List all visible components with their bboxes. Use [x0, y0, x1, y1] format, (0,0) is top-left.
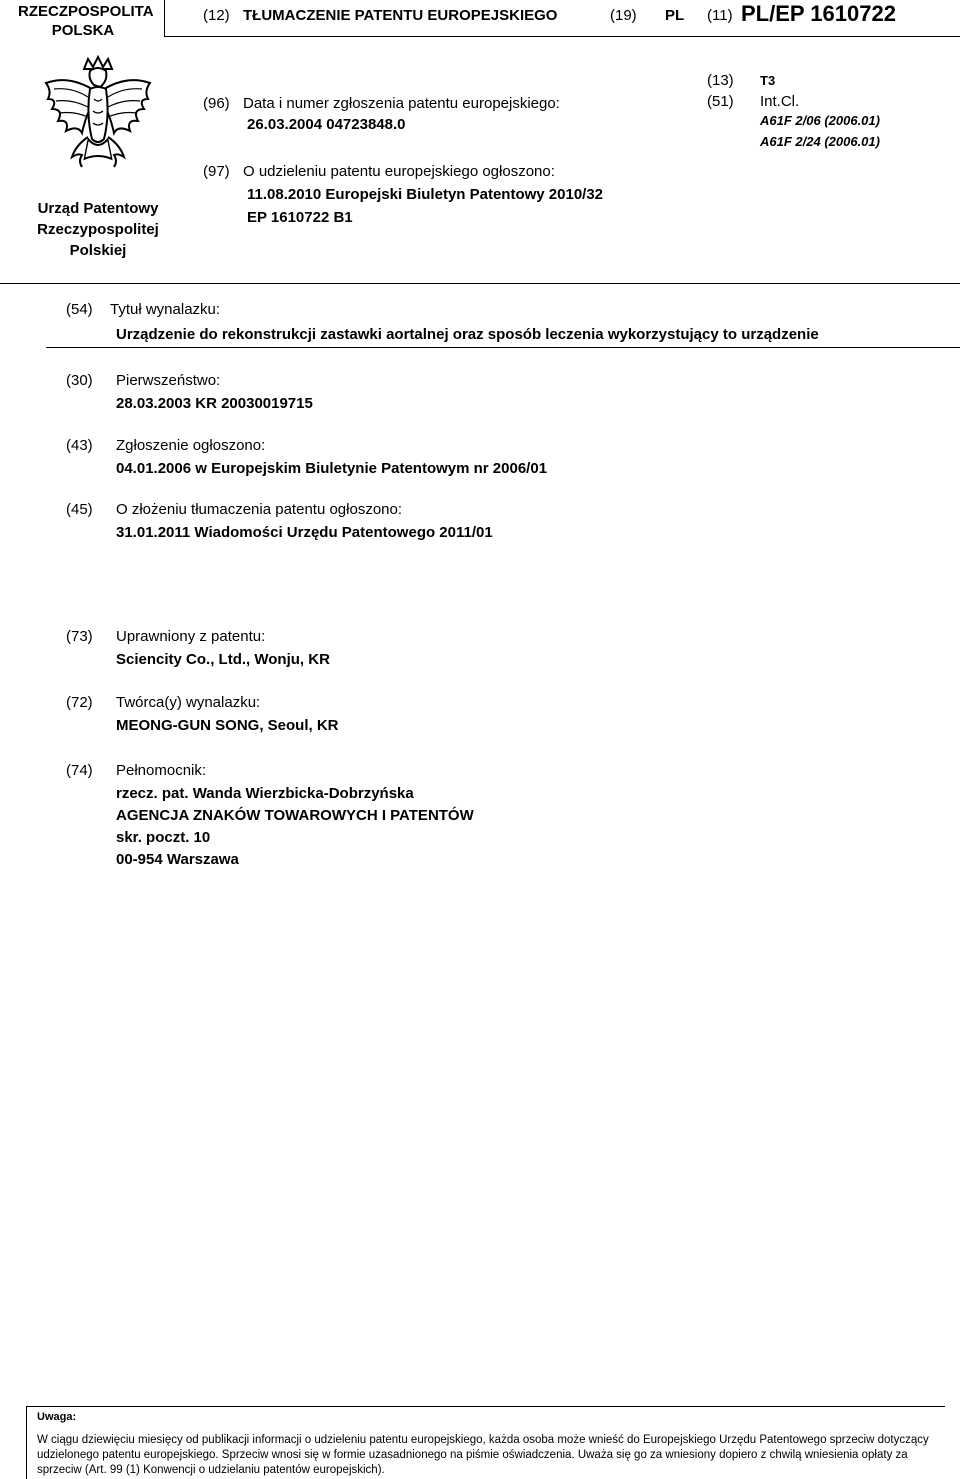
int-cl-class-1: A61F 2/06 (2006.01) — [760, 113, 880, 128]
code-30: (30) — [66, 372, 93, 389]
invention-title: Urządzenie do rekonstrukcji zastawki aortalnej oraz sposób leczenia wykorzystujący to urządzenie — [116, 326, 819, 343]
code-73: (73) — [66, 628, 93, 645]
document-type: TŁUMACZENIE PATENTU EUROPEJSKIEGO — [243, 7, 558, 24]
attorney-line-1: rzecz. pat. Wanda Wierzbicka-Dobrzyńska — [116, 785, 414, 802]
eagle-emblem-icon — [38, 55, 158, 185]
kind-code: T3 — [760, 73, 776, 88]
inventor-label: Twórca(y) wynalazku: — [116, 694, 261, 711]
field-96-value: 26.03.2004 04723848.0 — [247, 116, 406, 133]
country-line-1: RZECZPOSPOLITA — [18, 3, 154, 20]
country-name — [18, 2, 154, 40]
code-97: (97) — [203, 163, 230, 180]
code-19: (19) — [610, 7, 637, 24]
translation-published-value: 31.01.2011 Wiadomości Urzędu Patentowego 2011/01 — [116, 524, 493, 541]
notice-title: Uwaga: — [37, 1411, 77, 1423]
code-74: (74) — [66, 762, 93, 779]
office-line-3: Polskiej — [69, 242, 127, 259]
application-published-value: 04.01.2006 w Europejskim Biuletynie Patentowym nr 2006/01 — [116, 460, 548, 477]
attorney-line-4: 00-954 Warszawa — [116, 851, 239, 868]
country-code: PL — [665, 7, 685, 24]
code-45: (45) — [66, 501, 93, 518]
priority-value: 28.03.2003 KR 20030019715 — [116, 395, 313, 412]
notice-rule-top — [26, 1406, 945, 1407]
office-line-1: Urząd Patentowy — [37, 200, 159, 217]
header-rule — [164, 36, 960, 37]
notice-text: W ciągu dziewięciu miesięcy od publikacji informacji o udzieleniu patentu europejskiego, każda osoba może wnieść do Europejskiego Urzędu Patentowego sprzeciw dotyczący udzielonego patentu europejskiego. Sprzeciw wnosi się w formie uzasadnionego na piśmie oświadczenia. Uważa się go za wniesiony dopiero z chwilą wniesienia opłaty za sprzeciw (Art. 99 (1) Konwencji o udzielaniu patentów europejskich). — [37, 1434, 929, 1476]
code-54: (54) — [66, 301, 93, 318]
code-12: (12) — [203, 7, 230, 24]
field-97-label: O udzieleniu patentu europejskiego ogłoszono: — [243, 163, 555, 180]
int-cl-class-2: A61F 2/24 (2006.01) — [760, 134, 880, 149]
header-divider — [164, 0, 165, 36]
divider-title — [46, 347, 960, 348]
code-11: (11) — [707, 7, 733, 24]
translation-published-label: O złożeniu tłumaczenia patentu ogłoszono: — [116, 501, 403, 518]
code-72: (72) — [66, 694, 93, 711]
code-96: (96) — [203, 95, 230, 112]
divider-top — [0, 283, 960, 284]
code-51: (51) — [707, 93, 734, 110]
field-97-value-1: 11.08.2010 Europejski Biuletyn Patentowy 2010/32 — [247, 186, 604, 203]
patent-number: PL/EP 1610722 — [741, 1, 896, 26]
proprietor-value: Sciencity Co., Ltd., Wonju, KR — [116, 651, 330, 668]
application-published-label: Zgłoszenie ogłoszono: — [116, 437, 266, 454]
proprietor-label: Uprawniony z patentu: — [116, 628, 266, 645]
field-96-label: Data i numer zgłoszenia patentu europejskiego: — [243, 95, 560, 112]
office-line-2: Rzeczypospolitej — [37, 221, 159, 238]
attorney-line-3: skr. poczt. 10 — [116, 829, 211, 846]
office-name — [18, 198, 178, 261]
attorney-line-2: AGENCJA ZNAKÓW TOWAROWYCH I PATENTÓW — [116, 807, 474, 824]
code-43: (43) — [66, 437, 93, 454]
code-13: (13) — [707, 72, 734, 89]
inventor-value: MEONG-GUN SONG, Seoul, KR — [116, 717, 339, 734]
attorney-label: Pełnomocnik: — [116, 762, 207, 779]
priority-label: Pierwszeństwo: — [116, 372, 221, 389]
int-cl-label: Int.Cl. — [760, 93, 800, 110]
title-label: Tytuł wynalazku: — [110, 301, 221, 318]
notice-rule-left — [26, 1406, 27, 1479]
country-line-2: POLSKA — [51, 22, 115, 39]
field-97-value-2: EP 1610722 B1 — [247, 209, 353, 226]
